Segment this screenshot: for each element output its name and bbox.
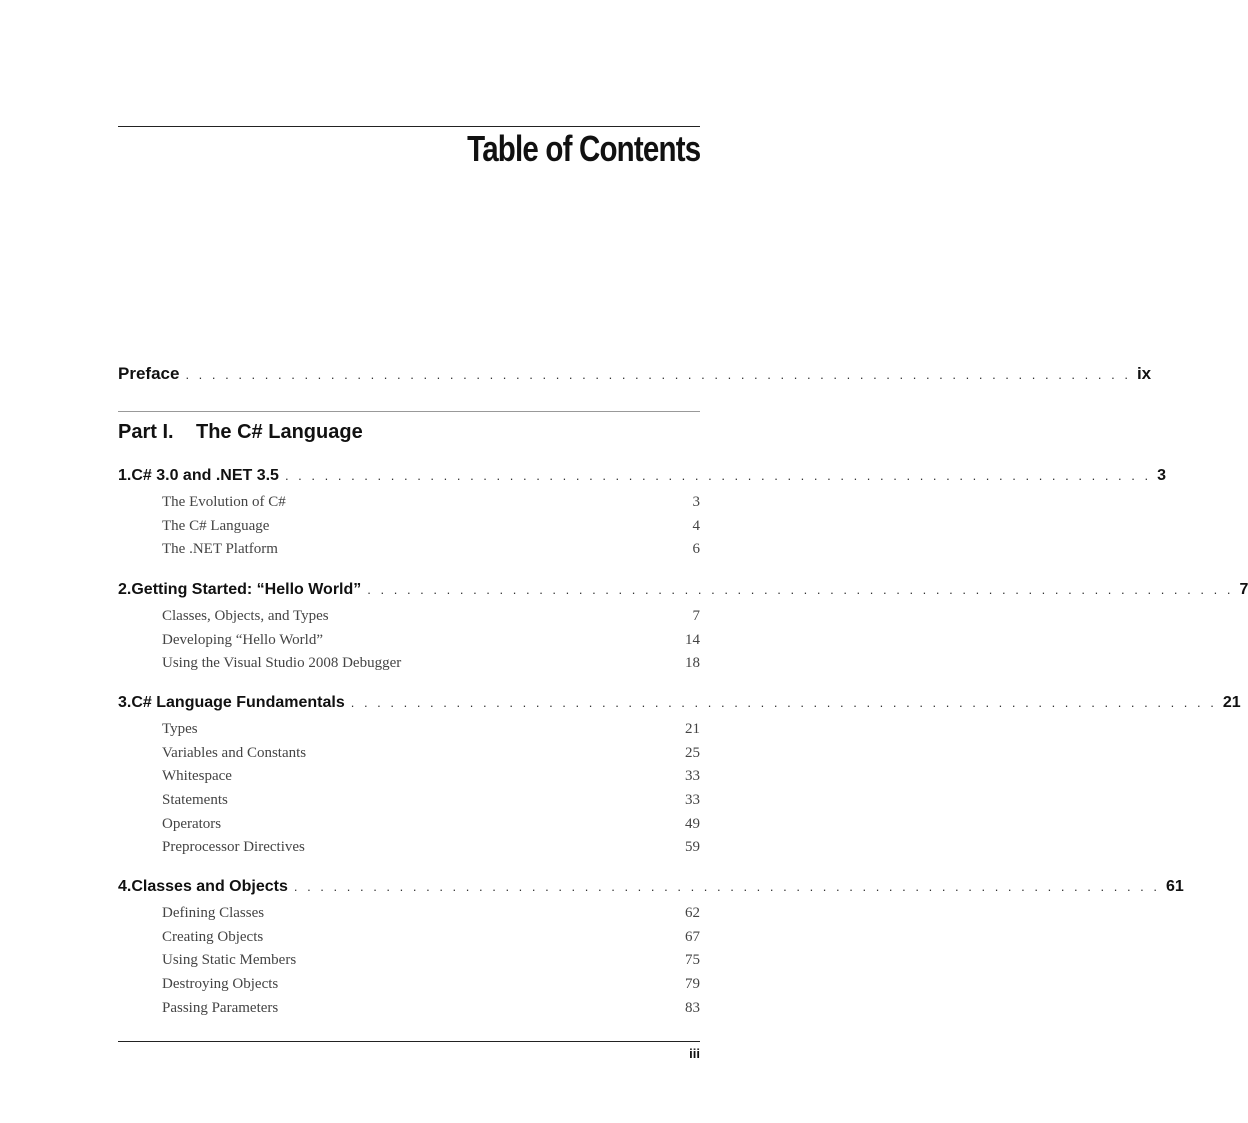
preface-page: ix bbox=[1136, 364, 1152, 383]
chapter-3 bbox=[118, 694, 1241, 860]
chapter-title: Classes and Objects bbox=[131, 878, 288, 895]
page-number: iii bbox=[689, 1046, 700, 1061]
part-label: Part I. bbox=[118, 421, 174, 443]
part-divider bbox=[118, 411, 700, 412]
leader-dots: . . . . . . . . . . . . . . . . . . . . . . . . . . . . . . . . . . . . . . . . . . . . . . . . . . . . . . . . . . . . . . . . . . bbox=[367, 582, 1234, 597]
chapter-page: 3 bbox=[1157, 467, 1167, 484]
section-entry[interactable] bbox=[118, 515, 700, 539]
section-entry[interactable] bbox=[118, 629, 700, 653]
section-page: 62 bbox=[685, 905, 700, 921]
section-page: 21 bbox=[685, 721, 700, 737]
section-title: The .NET Platform bbox=[162, 541, 278, 558]
section-page: 59 bbox=[685, 839, 700, 856]
section-page: 67 bbox=[685, 928, 700, 945]
section-entry[interactable] bbox=[118, 718, 700, 742]
section-entry[interactable] bbox=[118, 813, 700, 837]
chapter-number: 2. bbox=[118, 581, 132, 598]
toc-entry-preface[interactable] bbox=[118, 364, 1152, 384]
section-title: Creating Objects bbox=[162, 928, 264, 945]
section-title: Operators bbox=[162, 815, 222, 832]
section-page: 49 bbox=[685, 815, 700, 832]
section-page: 33 bbox=[685, 768, 700, 785]
section-title: Developing “Hello World” bbox=[162, 631, 323, 648]
preface-label: Preface bbox=[118, 364, 180, 383]
leader-dots: . . . . . . . . . . . . . . . . . . . . . . . . . . . . . . . . . . . . . . . . . . . . . . . . . . . . . . . . . . . . . . . . . . . . . . . . bbox=[185, 367, 1131, 382]
leader-dots: . . . . . . . . . . . . . . . . . . . . . . . . . . . . . . . . . . . . . . . . . . . . . . . . . . . . . . . . . . . . . . . . . . bbox=[350, 695, 1217, 710]
section-page: 25 bbox=[685, 744, 700, 761]
section-title: Statements bbox=[162, 792, 228, 809]
section-page: 14 bbox=[685, 631, 700, 648]
section-page: 79 bbox=[685, 976, 700, 993]
section-entry[interactable] bbox=[118, 973, 700, 997]
chapter-heading[interactable] bbox=[118, 694, 1241, 718]
section-entry[interactable] bbox=[118, 997, 700, 1021]
section-entry[interactable] bbox=[118, 949, 700, 973]
chapter-page: 61 bbox=[1166, 878, 1184, 895]
section-title: Destroying Objects bbox=[162, 976, 279, 993]
section-title: Defining Classes bbox=[162, 905, 265, 921]
part-title: The C# Language bbox=[196, 421, 363, 443]
chapter-heading[interactable] bbox=[118, 878, 1184, 902]
page-title: Table of Contents bbox=[466, 128, 700, 169]
section-entry[interactable] bbox=[118, 538, 700, 562]
section-page: 3 bbox=[692, 494, 700, 510]
section-title: Variables and Constants bbox=[162, 744, 307, 761]
leader-dots: . . . . . . . . . . . . . . . . . . . . . . . . . . . . . . . . . . . . . . . . . . . . . . . . . . . . . . . . . . . . . . . . . . bbox=[293, 879, 1161, 894]
section-title: Types bbox=[162, 721, 198, 737]
chapter-2 bbox=[118, 581, 1248, 676]
section-page: 4 bbox=[692, 517, 700, 534]
section-title: Preprocessor Directives bbox=[162, 839, 305, 856]
section-entry[interactable] bbox=[118, 652, 700, 676]
section-title: Whitespace bbox=[162, 768, 232, 785]
top-rule bbox=[118, 126, 700, 127]
section-entry[interactable] bbox=[118, 605, 700, 629]
section-title: Passing Parameters bbox=[162, 999, 279, 1016]
section-entry[interactable] bbox=[118, 836, 700, 860]
section-entry[interactable] bbox=[118, 902, 700, 926]
section-page: 75 bbox=[685, 952, 700, 969]
section-title: Classes, Objects, and Types bbox=[162, 608, 329, 624]
section-page: 7 bbox=[692, 608, 700, 624]
section-entry[interactable] bbox=[118, 789, 700, 813]
section-entry[interactable] bbox=[118, 742, 700, 766]
chapter-4 bbox=[118, 878, 1184, 1020]
chapter-heading[interactable] bbox=[118, 581, 1248, 605]
chapter-number: 3. bbox=[118, 694, 132, 711]
chapter-title: C# 3.0 and .NET 3.5 bbox=[131, 467, 279, 484]
section-title: The Evolution of C# bbox=[162, 494, 286, 510]
chapter-number: 4. bbox=[118, 878, 132, 895]
chapter-heading[interactable] bbox=[118, 467, 1167, 491]
section-title: Using Static Members bbox=[162, 952, 297, 969]
section-page: 6 bbox=[692, 541, 700, 558]
footer-rule bbox=[118, 1041, 700, 1042]
section-title: The C# Language bbox=[162, 517, 270, 534]
chapter-title: C# Language Fundamentals bbox=[131, 694, 345, 711]
chapter-title: Getting Started: “Hello World” bbox=[131, 581, 362, 598]
leader-dots: . . . . . . . . . . . . . . . . . . . . . . . . . . . . . . . . . . . . . . . . . . . . . . . . . . . . . . . . . . . . . . . . . . bbox=[284, 468, 1152, 483]
section-page: 83 bbox=[685, 999, 700, 1016]
chapter-1 bbox=[118, 467, 1167, 562]
section-page: 33 bbox=[685, 792, 700, 809]
section-entry[interactable] bbox=[118, 491, 700, 515]
chapter-number: 1. bbox=[118, 467, 132, 484]
part-heading bbox=[118, 421, 363, 444]
section-entry[interactable] bbox=[118, 765, 700, 789]
section-page: 18 bbox=[685, 655, 700, 672]
section-title: Using the Visual Studio 2008 Debugger bbox=[162, 655, 402, 672]
chapter-page: 21 bbox=[1222, 694, 1241, 711]
section-entry[interactable] bbox=[118, 926, 700, 950]
chapter-page: 7 bbox=[1239, 581, 1248, 598]
